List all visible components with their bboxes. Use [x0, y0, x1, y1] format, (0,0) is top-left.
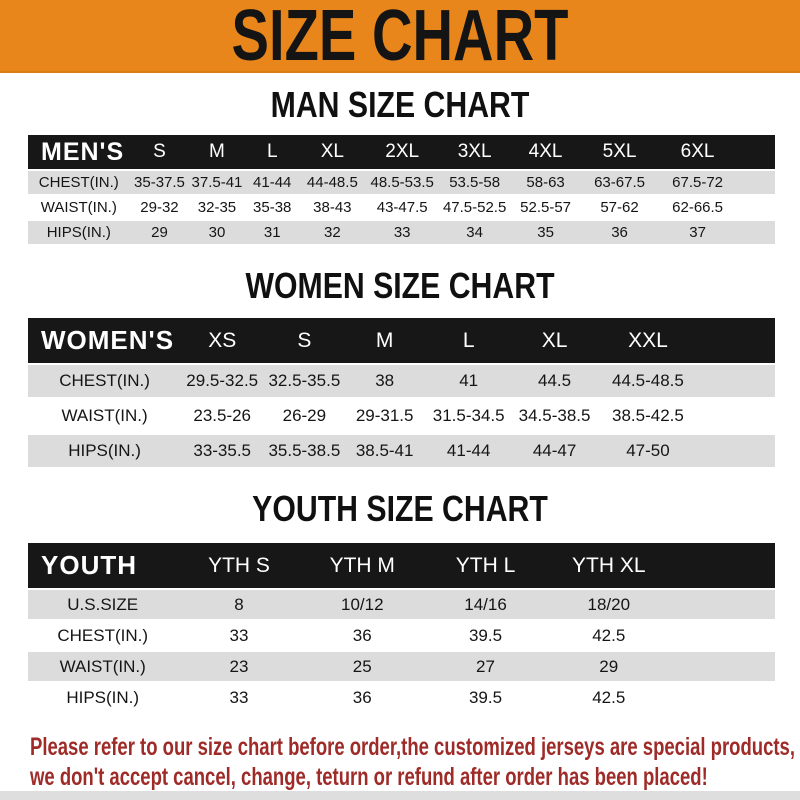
size-column-header: YTH L [455, 553, 516, 577]
size-value: 48.5-53.5 [370, 174, 434, 191]
disclaimer-line-2: we don't accept cancel, change, teturn or refund after order has been placed! [30, 763, 708, 791]
size-value: 10/12 [340, 594, 384, 614]
size-value: 8 [234, 594, 244, 614]
women-table-header [28, 318, 775, 363]
size-value: 35-38 [253, 199, 292, 216]
size-value: 42.5 [592, 687, 626, 707]
size-value: 32-35 [197, 199, 237, 216]
size-value: 41-44 [253, 174, 292, 191]
men-table-rows [28, 171, 775, 244]
disclaimer [30, 732, 800, 792]
size-column-header: XXL [628, 328, 668, 352]
women-section-title: WOMEN SIZE CHART [245, 265, 555, 306]
youth-table-header [28, 543, 775, 588]
size-value: 41 [459, 371, 479, 390]
men-table-label: MEN'S [41, 137, 125, 166]
row-label: HIPS(IN.) [66, 687, 140, 707]
table-row [28, 683, 775, 712]
row-label: WAIST(IN.) [40, 199, 117, 216]
size-value: 32.5-35.5 [268, 371, 341, 390]
youth-section-title: YOUTH SIZE CHART [252, 488, 548, 529]
size-value: 38.5-42.5 [612, 406, 684, 425]
size-value: 44-47 [532, 441, 577, 460]
youth-size-table [28, 543, 775, 712]
table-row [28, 652, 775, 681]
women-table-rows [28, 365, 775, 467]
size-value: 34.5-38.5 [518, 406, 591, 425]
table-row [28, 435, 775, 467]
row-label: U.S.SIZE [67, 594, 139, 614]
size-column-header: 2XL [385, 141, 420, 162]
size-value: 43-47.5 [376, 199, 428, 216]
size-column-header: M [375, 328, 394, 352]
row-label: HIPS(IN.) [46, 224, 111, 241]
size-column-header: 4XL [528, 141, 563, 162]
row-label: CHEST(IN.) [57, 625, 149, 645]
size-value: 26-29 [282, 406, 327, 425]
size-column-header: S [297, 328, 312, 352]
size-value: 33-35.5 [193, 441, 252, 460]
table-row [28, 365, 775, 397]
size-column-header: YTH M [329, 553, 395, 577]
size-column-header: L [266, 141, 278, 162]
size-value: 62-66.5 [672, 199, 724, 216]
size-value: 29.5-32.5 [186, 371, 259, 390]
size-value: 33 [229, 625, 249, 645]
size-value: 29 [599, 656, 619, 676]
size-value: 36 [352, 687, 372, 707]
table-row [28, 196, 775, 219]
size-column-header: 3XL [457, 141, 492, 162]
size-value: 33 [393, 224, 411, 241]
size-value: 39.5 [468, 625, 503, 645]
table-row [28, 171, 775, 194]
row-label: CHEST(IN.) [59, 371, 150, 390]
size-value: 44.5 [538, 371, 572, 390]
size-value: 38 [375, 371, 395, 390]
banner [0, 0, 800, 76]
size-column-header: 5XL [602, 141, 637, 162]
size-value: 44.5-48.5 [612, 371, 684, 390]
size-value: 35-37.5 [134, 174, 185, 191]
row-label: WAIST(IN.) [61, 406, 148, 425]
size-value: 38.5-41 [355, 441, 414, 460]
size-value: 47-50 [626, 441, 670, 460]
size-column-header: L [462, 328, 475, 352]
size-value: 44-48.5 [306, 174, 358, 191]
size-value: 30 [208, 224, 226, 241]
size-value: 25 [352, 656, 372, 676]
size-value: 58-63 [526, 174, 565, 191]
table-row [28, 621, 775, 650]
women-table-label: WOMEN'S [41, 325, 175, 355]
size-column-header: XL [320, 141, 344, 162]
size-value: 36 [352, 625, 372, 645]
size-column-header: M [209, 141, 225, 162]
size-value: 35 [537, 224, 554, 241]
size-value: 42.5 [592, 625, 626, 645]
size-value: 27 [476, 656, 495, 676]
size-value: 29-32 [140, 199, 179, 216]
table-row [28, 400, 775, 432]
size-value: 36 [611, 224, 628, 241]
size-column-header: S [153, 141, 166, 162]
men-section-title: MAN SIZE CHART [270, 84, 530, 125]
size-value: 38-43 [313, 199, 352, 216]
size-value: 41-44 [446, 441, 491, 460]
size-value: 34 [466, 224, 483, 241]
size-column-header: XL [541, 328, 568, 352]
size-value: 29 [151, 224, 168, 241]
women-size-table [28, 318, 775, 467]
size-value: 31.5-34.5 [432, 406, 505, 425]
row-label: HIPS(IN.) [68, 441, 141, 460]
size-value: 37.5-41 [191, 174, 243, 191]
size-value: 57-62 [600, 199, 639, 216]
size-value: 63-67.5 [594, 174, 645, 191]
row-label: CHEST(IN.) [38, 174, 119, 191]
youth-table-rows [28, 590, 775, 712]
size-value: 52.5-57 [520, 199, 572, 216]
size-column-header: YTH XL [572, 553, 646, 577]
size-column-header: XS [208, 328, 237, 352]
table-row [28, 221, 775, 244]
size-value: 31 [263, 224, 281, 241]
size-value: 14/16 [464, 594, 507, 614]
row-label: WAIST(IN.) [59, 656, 146, 676]
size-value: 35.5-38.5 [268, 441, 341, 460]
bottom-strip [0, 791, 800, 800]
size-value: 18/20 [587, 594, 631, 614]
size-value: 29-31.5 [355, 406, 414, 425]
disclaimer-line-1: Please refer to our size chart before order,the customized jerseys are special products, [30, 733, 795, 761]
youth-table-label: YOUTH [41, 550, 137, 580]
size-value: 47.5-52.5 [442, 199, 507, 216]
size-value: 32 [324, 224, 341, 241]
size-column-header: 6XL [680, 141, 715, 162]
men-table-header [28, 135, 775, 169]
size-value: 23.5-26 [193, 406, 252, 425]
size-value: 23 [229, 656, 249, 676]
size-value: 37 [689, 224, 706, 241]
table-row [28, 590, 775, 619]
men-size-table [28, 135, 775, 244]
size-column-header: YTH S [208, 553, 270, 577]
size-value: 53.5-58 [449, 174, 501, 191]
size-value: 33 [229, 687, 249, 707]
page-title: SIZE CHART [231, 0, 569, 76]
size-value: 67.5-72 [672, 174, 724, 191]
size-value: 39.5 [468, 687, 503, 707]
